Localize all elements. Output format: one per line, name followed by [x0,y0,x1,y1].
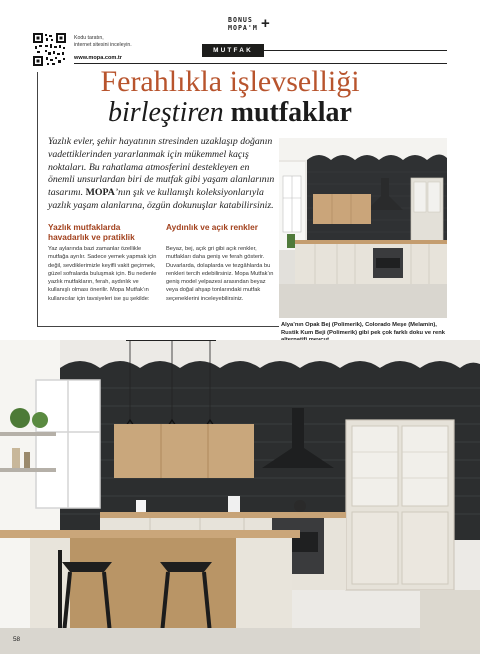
intro-paragraph [48,136,276,213]
intro-text-after: ’nın şık ve kullanışlı koleksiyonlarıyla yazlık yaşam alanlarına, özgün dokunuşlar katabilirsiniz. [48,187,274,211]
headline-italic: birleştiren [108,97,224,128]
section1-body: Yaz aylarında bazi zamanlar özellikle mutfağa ayrılır. Sadece yemek yapmak için değil, sevdiklerimizle keyifli vakit geçirmek, güzel sofralarda buluşmak için. Bu nedenle yazlık mutfakların, ferah, aydınlık ve kullanışlı olması önerilir. Mopa Mutfak’ın kullanıcılar için tavsiyeleri ise şu şekilde: [48,246,157,302]
logo-line2: MOPA'M [228,24,258,32]
kitchen-photo-small [279,138,447,318]
frame-line-vertical [37,72,38,326]
section2-title: Aydınlık ve açık renkler [166,222,258,232]
header-divider [74,63,447,64]
page-number: 58 [13,636,21,643]
website-link[interactable]: www.mopa.com.tr [74,55,122,61]
plus-icon: + [261,15,270,32]
photo-caption: Alya’nın Opak Bej (Polimerik), Colorado Meşe (Melamin), Rustik Kum Beji (Polimerik) gibi pek çok farklı doku ve renk [281,322,445,336]
intro-brand: MOPA [85,187,115,199]
headline-line1: Ferahlıkla işlevselliği [100,65,360,98]
section-label: MUTFAK [202,44,264,57]
bonus-mopa-logo [228,17,272,41]
section2-body: Beyaz, bej, açık gri gibi açık renkler, mutfakları daha geniş ve ferah gösterir. Duvarlarda, dolaplarda ve tezgâhlarda bu renkleri tercih edebilirsiniz. Mopa Mutfak’ın geniş model yelpazesi arasından beyaz veya doğal ahşap tonlarındaki mutfak seçeneklerini inceleyebilirsiniz. [166,246,274,302]
qr-text-line2: internet sitesini inceleyin. [74,42,132,48]
logo-line1: BONUS [228,16,253,24]
frame-line-horizontal [37,326,279,327]
intro-text-before: Yazlık evler, şehir hayatının stresinden uzaklaşıp doğanın vadettiklerinden yararlanmak için mükemmel kaçış noktaları. Bu rahatlama atmosferini destekleyen en önemli unsurlardan biri de mutfak gibi yaşam alanlarının tasarımı. [48,136,275,199]
qr-instructions [74,35,184,49]
kitchen-photo-main [0,340,480,654]
qr-code-icon[interactable] [33,33,66,66]
qr-text-line1: Kodu taratın, [74,35,104,41]
section-divider [264,50,447,51]
headline-bold: mutfaklar [230,97,352,128]
section1-title: Yazlık mutfaklarda havadarlık ve pratiklik [48,222,135,242]
headline-line2 [60,98,400,128]
